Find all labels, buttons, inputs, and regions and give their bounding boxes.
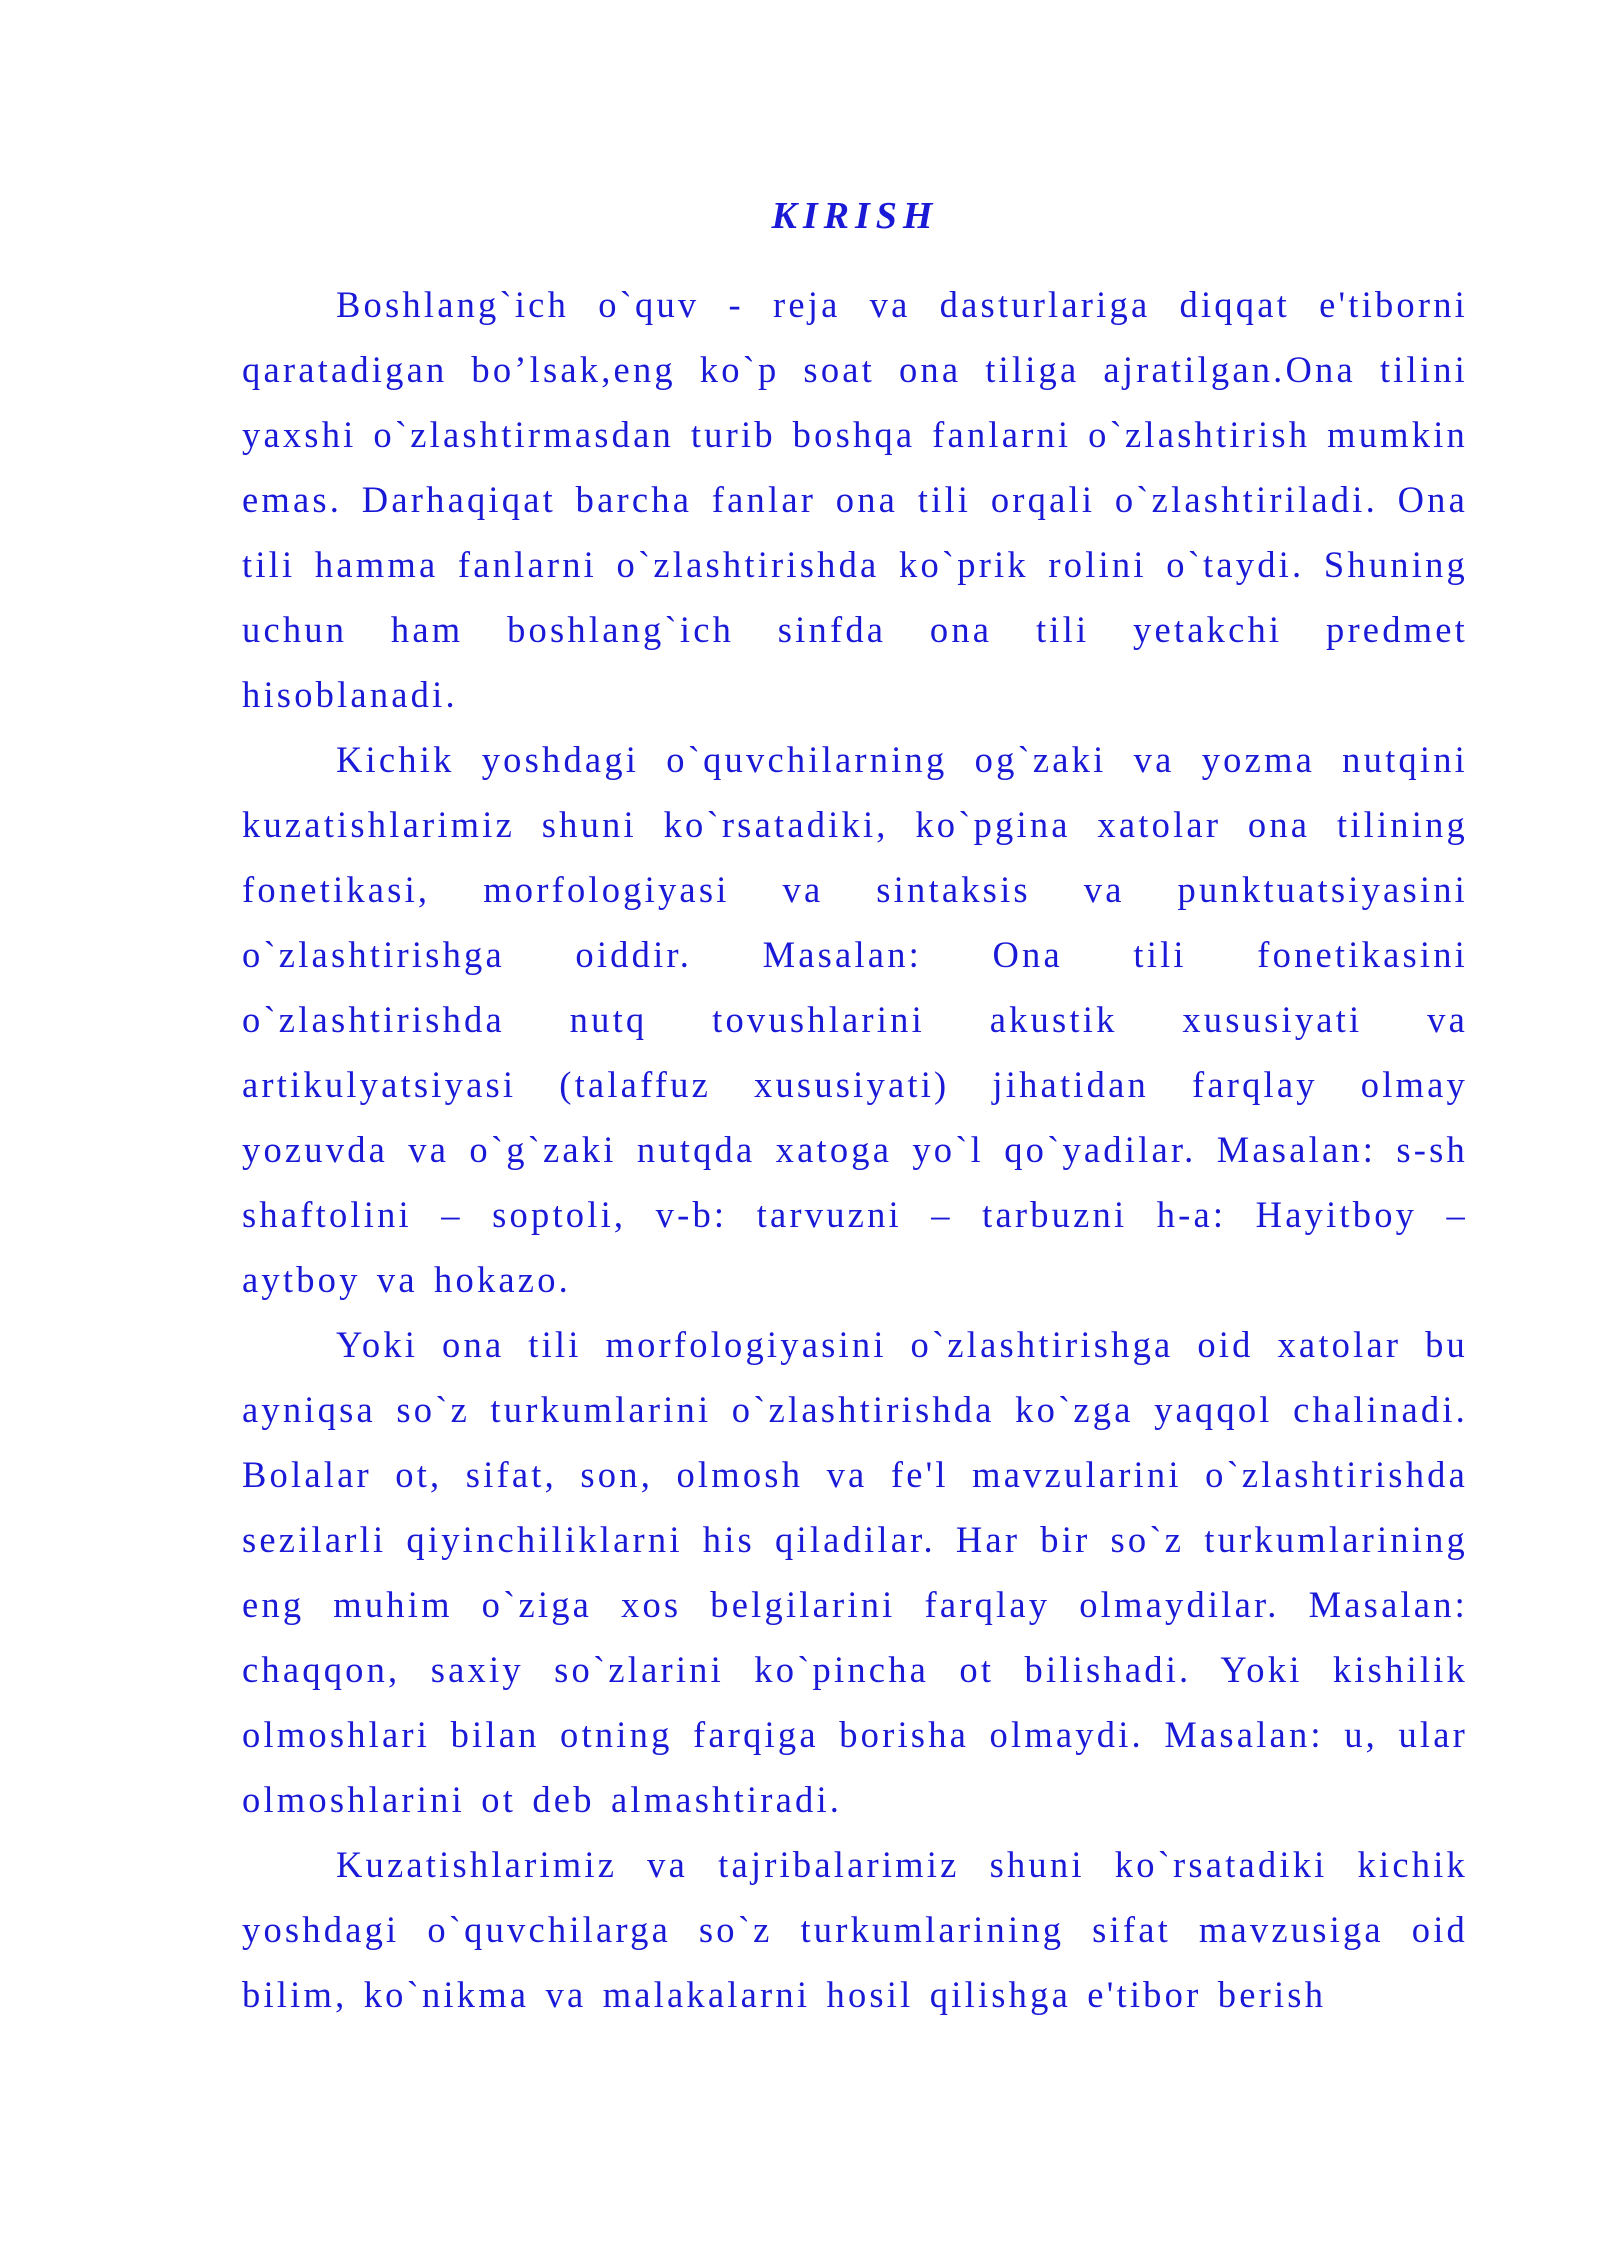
page-title: KIRISH	[771, 195, 939, 237]
paragraph-1: Boshlang`ich o`quv - reja va dasturlariga diqqat e'tiborni qaratadigan bo’lsak,eng ko`p soat ona tiliga ajratilgan.Ona tilini yaxshi o`zlashtirmasdan turib boshqa fanlarni o`zlashtirish mumkin emas. Darhaqiqat barcha fanlar ona tili orqali o`zlashtiriladi. Ona tili hamma fanlarni o`zlashtirishda ko`prik rolini o`taydi. Shuning uchun ham boshlang`ich sinfda ona tili yetakchi predmet hisoblanadi.	[242, 284, 1468, 715]
paragraph-4: Kuzatishlarimiz va tajribalarimiz shuni ko`rsatadiki kichik yoshdagi o`quvchilarga so`z turkumlarining sifat mavzusiga oid bilim, ko`nikma va malakalarni hosil qilishga e'tibor berish	[242, 1844, 1468, 2015]
body-text	[242, 272, 1468, 2027]
paragraph-2: Kichik yoshdagi o`quvchilarning og`zaki va yozma nutqini kuzatishlarimiz shuni ko`rsatadiki, ko`pgina xatolar ona tilining fonetikasi, morfologiyasi va sintaksis va punktuatsiyasini o`zlashtirishga oiddir. Masalan: Ona tili fonetikasini o`zlashtirishda nutq tovushlarini akustik xususiyati va artikulyatsiyasi (talaffuz xususiyati) jihatidan farqlay olmay yozuvda va o`g`zaki nutqda xatoga yo`l qo`yadilar. Masalan: s-sh shaftolini – soptoli, v-b: tarvuzni – tarbuzni h-a: Hayitboy – aytboy va hokazo.	[242, 739, 1468, 1300]
paragraph-3: Yoki ona tili morfologiyasini o`zlashtirishga oid xatolar bu ayniqsa so`z turkumlarini o`zlashtirishda ko`zga yaqqol chalinadi. Bolalar ot, sifat, son, olmosh va fe'l mavzularini o`zlashtirishda sezilarli qiyinchiliklarni his qiladilar. Har bir so`z turkumlarining eng muhim o`ziga xos belgilarini farqlay olmaydilar. Masalan: chaqqon, saxiy so`zlarini ko`pincha ot bilishadi. Yoki kishilik olmoshlari bilan otning farqiga borisha olmaydi. Masalan: u, ular olmoshlarini ot deb almashtiradi.	[242, 1324, 1468, 1820]
